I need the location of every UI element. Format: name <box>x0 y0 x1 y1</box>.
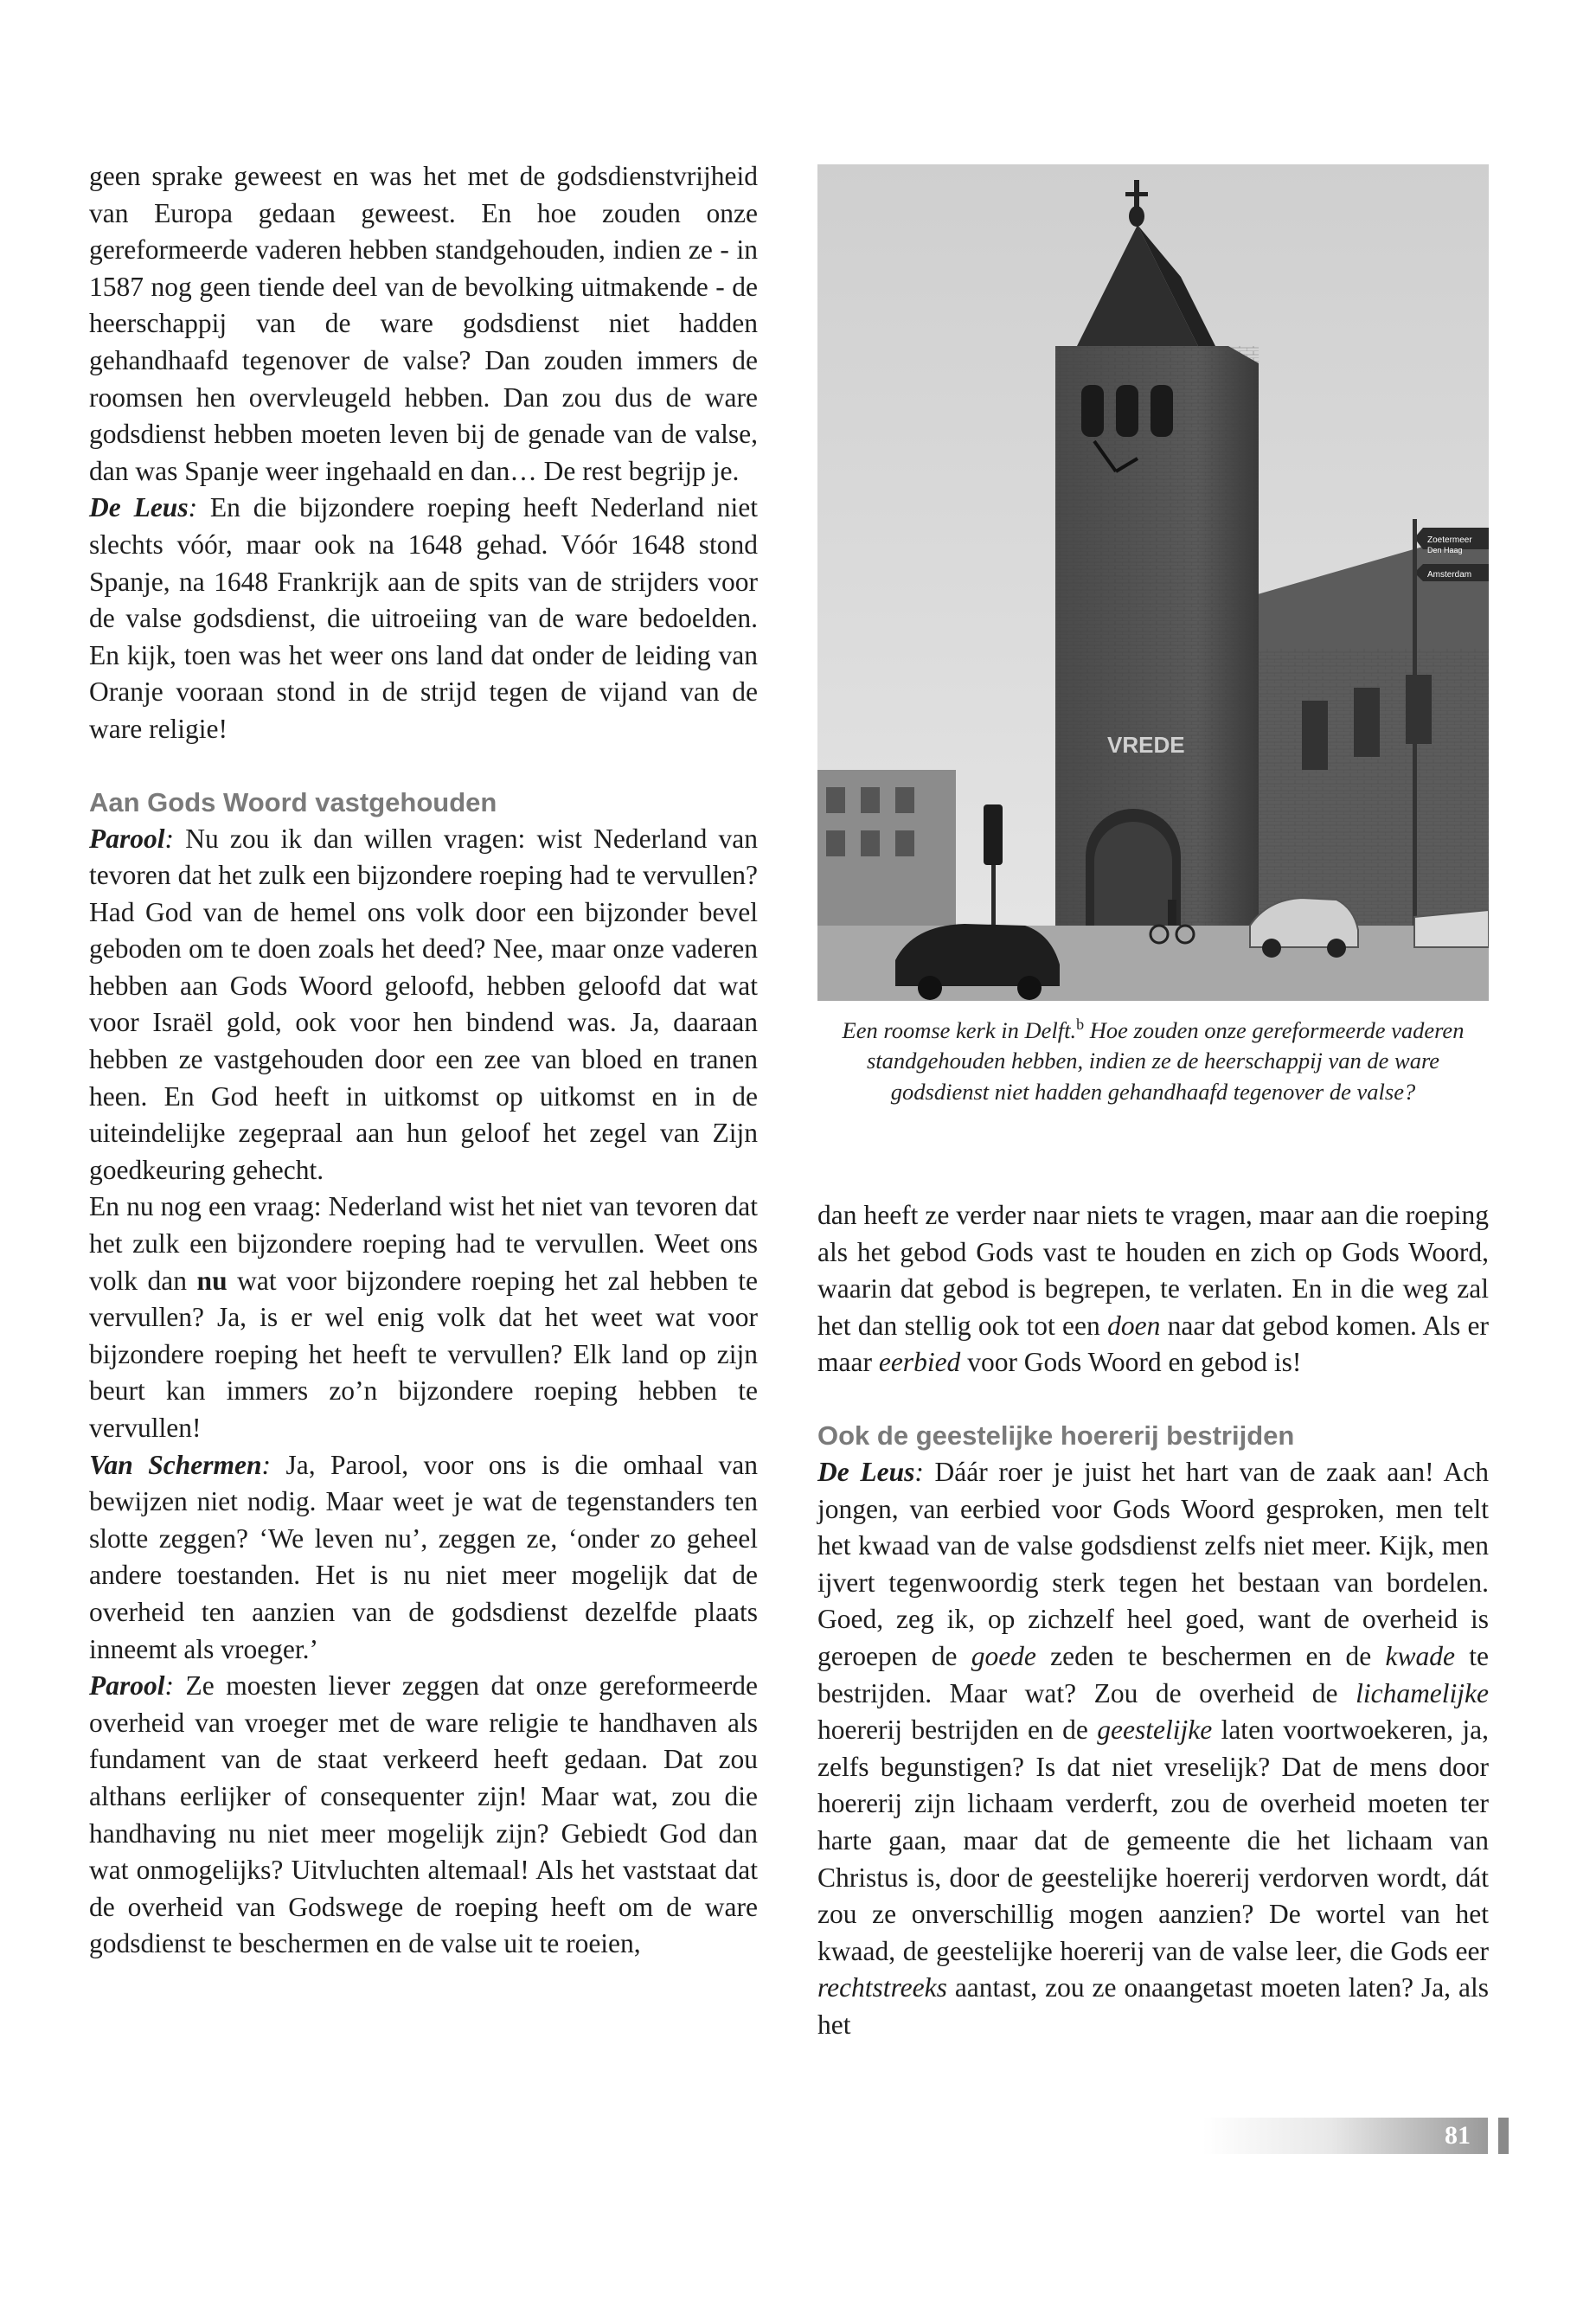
text-run: te bestrijden. Maar wat? Zou de overheid de <box>817 1640 1490 1708</box>
italic-text: kwade <box>1385 1640 1456 1671</box>
page-number-bar <box>1202 2118 1488 2154</box>
paragraph: Parool: Nu zou ik dan willen vragen: wist Nederland van tevoren dat het zulk een bijzondere roeping had te vervullen? Had God van de hemel ons volk door een bijzonder bevel geboden om te doen zoals het deed? Nee, maar onze vaderen hebben aan Gods Woord geloofd, hebben geloofd dat wat voor Israël gold, ook voor hen bindend was. Ja, daaraan hebben ze vastgehouden door een zee van bloed en tranen heen. En God heeft in uitkomst op uitkomst en in de uiteindelijke zegepraal aan hun geloof het zegel van Zijn goedkeuring gehecht. <box>89 823 759 1185</box>
page-number: 81 <box>1445 2121 1471 2150</box>
speaker-name: De Leus <box>89 492 189 523</box>
paragraph: geen sprake geweest en was het met de godsdienstvrijheid van Europa gedaan geweest. En hoe zouden onze gereformeerde vaderen hebben standgehouden, indien ze - in 1587 nog geen tiende deel van de bevolking uitmakende - de heerschappij van de ware godsdienst niet hadden gehandhaafd tegenover de valse? Dan zouden immers de roomsen hen overvleugeld hebben. Dan zou dus de ware godsdienst hebben moeten leven bij de genade van de valse, dan was Spanje weer ingehaald en dan… De rest begrijp je. <box>89 161 758 486</box>
vrede-inscription: VREDE <box>1107 732 1185 758</box>
paragraph: Van Schermen: Ja, Parool, voor ons is die omhaal van bewijzen niet nodig. Maar weet je wat de tegenstanders ten slotte zeggen? ‘We leven nu’, zeggen ze, ‘onder zo geheel andere toestanden. Het is nu niet meer mogelijk dat de overheid ten aanzien van de godsdienst dezelfde plaats inneemt als vroeger.’ <box>89 1449 758 1664</box>
church-photo <box>817 164 1489 1001</box>
text-run: wat voor bijzondere roeping het zal hebben te vervullen? Ja, is er wel enig volk dat het weet wat voor bijzondere roeping het heeft te vervullen? Elk land op zijn beurt kan immers zo’n bijzondere roeping hebben te vervullen! <box>89 1265 759 1443</box>
italic-text: eerbied <box>878 1347 961 1378</box>
text-run: Dáár roer je juist het hart van de zaak aan! Ach jongen, van eerbied voor Gods Woord gesproken, men telt het kwaad van de valse godsdienst zelfs niet meer. Kijk, men ijvert tegenwoordig sterk tegen het bestaan van bordelen. Goed, zeg ik, op zichzelf heel goed, want de overheid is geroepen de <box>817 1456 1490 1671</box>
speaker-name: Parool <box>89 1670 165 1702</box>
text-run: dan heeft ze verder naar niets te vragen, maar aan die roeping als het gebod Gods vast te houden en zich op Gods Woord, waarin dat gebod is begrepen, te verlaten. En in die weg zal het dan stellig ook tot een <box>817 1200 1489 1341</box>
text-run: En nu nog een vraag: Nederland wist het niet van tevoren dat het zulk een bijzondere roeping had te vervullen. Weet ons volk dan <box>89 1191 758 1296</box>
italic-text: geestelijke <box>1097 1715 1213 1746</box>
speech-text: En die bijzondere roeping heeft Nederland niet slechts vóór, maar ook na 1648 gehad. Vóór 1648 stond Spanje, na 1648 Frankrijk aan de spits van de strijders voor de valse godsdienst, die uitroeiing van de ware bedoelden. En kijk, toen was het weer ons land dat onder de leiding van Oranje vooraan stond in de strijd tegen de vijand van de ware religie! <box>89 492 758 744</box>
speech-text: Ja, Parool, voor ons is die omhaal van bewijzen niet nodig. Maar weet je wat de tegenstanders ten slotte zeggen? ‘We leven nu’, zeggen ze, ‘onder zo geheel andere toestanden. Het is nu niet meer mogelijk dat de overheid ten aanzien van de godsdienst dezelfde plaats inneemt als vroeger.’ <box>89 1449 758 1664</box>
paragraph: De Leus: En die bijzondere roeping heeft Nederland niet slechts vóór, maar ook na 1648 gehad. Vóór 1648 stond Spanje, na 1648 Frankrijk aan de spits van de strijders voor de valse godsdienst, die uitroeiing van de ware bedoelden. En kijk, toen was het weer ons land dat onder de leiding van Oranje vooraan stond in de strijd tegen de vijand van de ware religie! <box>89 492 758 744</box>
text-run: zeden te beschermen en de <box>1050 1640 1372 1671</box>
text-run: naar dat gebod komen. Als er maar <box>817 1310 1490 1378</box>
speaker-name: De Leus <box>817 1456 915 1487</box>
text-run: aantast, zou ze onaangetast moeten laten? Ja, als het <box>817 1972 1490 2040</box>
text-run: hoererij bestrijden en de <box>817 1715 1088 1746</box>
text-run: voor Gods Woord en gebod is! <box>967 1347 1302 1378</box>
paragraph: De Leus: Dáár roer je juist het hart van de zaak aan! Ach jongen, van eerbied voor Gods Woord gesproken, men telt het kwaad van de valse godsdienst zelfs niet meer. Kijk, men ijvert tegenwoordig sterk tegen het bestaan van bordelen. Goed, zeg ik, op zichzelf heel goed, want de overheid is geroepen de goede zeden te beschermen en de kwade te bestrijden. Maar wat? Zou de overheid de lichamelijke hoererij bestrijden en de geestelijke laten voortwoekeren, ja, zelfs begunstigen? Is dat niet vreselijk? Dat de mens door hoererij zijn lichaam verderft, zou de overheid moeten ter harte gaan, maar dat de gemeente die het lichaam van Christus is, door de geestelijke hoererij verdorven wordt, dát zou ze onverschillig mogen aanzien? De wortel van het kwaad, de geestelijke hoererij van de valse leer, die Gods eer rechtstreeks aantast, zou ze onaangetast moeten laten? Ja, als het <box>817 1456 1490 2040</box>
text-run: laten voortwoekeren, ja, zelfs begunstigen? Is dat niet vreselijk? Dat de mens door hoererij zijn lichaam verderft, zou de overheid moeten ter harte gaan, maar dat de gemeente die het lichaam van Christus is, door de geestelijke hoererij verdorven wordt, dát zou ze onverschillig mogen aanzien? De wortel van het kwaad, de geestelijke hoererij van de valse leer, die Gods eer <box>817 1715 1490 1966</box>
paragraph: Parool: Ze moesten liever zeggen dat onze gereformeerde overheid van vroeger met de ware religie te handhaven als fundament van de staat verkeerd heeft gedaan. Dat zou althans eerlijker of consequenter zijn! Maar wat, zou die handhaving nu niet meer mogelijk zijn? Gebiedt God dan wat onmogelijks? Uitvluchten altemaal! Als het vaststaat dat de overheid van Godswege de roeping heeft om de ware godsdienst te beschermen en de valse uit te roeien, <box>89 1670 758 1959</box>
road-sign-text: Amsterdam <box>1427 570 1472 580</box>
speaker-name: Parool <box>89 823 165 854</box>
italic-text: doen <box>1107 1310 1161 1341</box>
italic-text: goede <box>971 1640 1036 1671</box>
paragraph <box>817 1197 1489 1381</box>
italic-text: rechtstreeks <box>817 1972 947 2003</box>
photo-caption <box>817 1009 1489 1107</box>
section-heading: Ook de geestelijke hoererij bestrijden <box>817 1420 1295 1451</box>
paragraph <box>89 1189 758 1446</box>
section-heading: Aan Gods Woord vastgehouden <box>89 786 497 817</box>
caption-text: Hoe zouden onze gereformeerde vaderen standgehouden hebben, indien ze de heerschappij van de ware godsdienst niet hadden gehandhaafd tegenover de valse? <box>866 1016 1465 1105</box>
speech-text: Nu zou ik dan willen vragen: wist Nederland van tevoren dat het zulk een bijzondere roeping had te vervullen? Had God van de hemel ons volk door een bijzonder bevel geboden om te doen zoals het deed? Nee, maar onze vaderen hebben aan Gods Woord geloofd, hebben geloofd dat wat voor Israël gold, ook voor hen bindend was. Ja, daaraan hebben ze vastgehouden door een zee van bloed en tranen heen. En God heeft in uitkomst op uitkomst en in de uiteindelijke zegepraal aan hun geloof het zegel van Zijn goedkeuring gehecht. <box>89 823 759 1185</box>
italic-text: lichamelijke <box>1356 1677 1490 1708</box>
page-number-bar-end <box>1498 2118 1509 2154</box>
caption-text: Een roomse kerk in Delft. <box>842 1016 1077 1043</box>
road-sign-text: Den Haag <box>1427 546 1463 554</box>
footnote-marker: b <box>1076 1016 1085 1033</box>
right-column <box>817 1197 1489 2043</box>
left-column <box>89 158 758 1963</box>
road-sign-text: Zoetermeer <box>1427 535 1472 545</box>
bold-text: nu <box>196 1265 228 1296</box>
speaker-name: Van Schermen <box>89 1449 262 1480</box>
speech-text: Ze moesten liever zeggen dat onze gereformeerde overheid van vroeger met de ware religie te handhaven als fundament van de staat verkeerd heeft gedaan. Dat zou althans eerlijker of consequenter zijn! Maar wat, zou die handhaving nu niet meer mogelijk zijn? Gebiedt God dan wat onmogelijks? Uitvluchten altemaal! Als het vaststaat dat de overheid van Godswege de roeping heeft om de ware godsdienst te beschermen en de valse uit te roeien, <box>89 1670 758 1959</box>
